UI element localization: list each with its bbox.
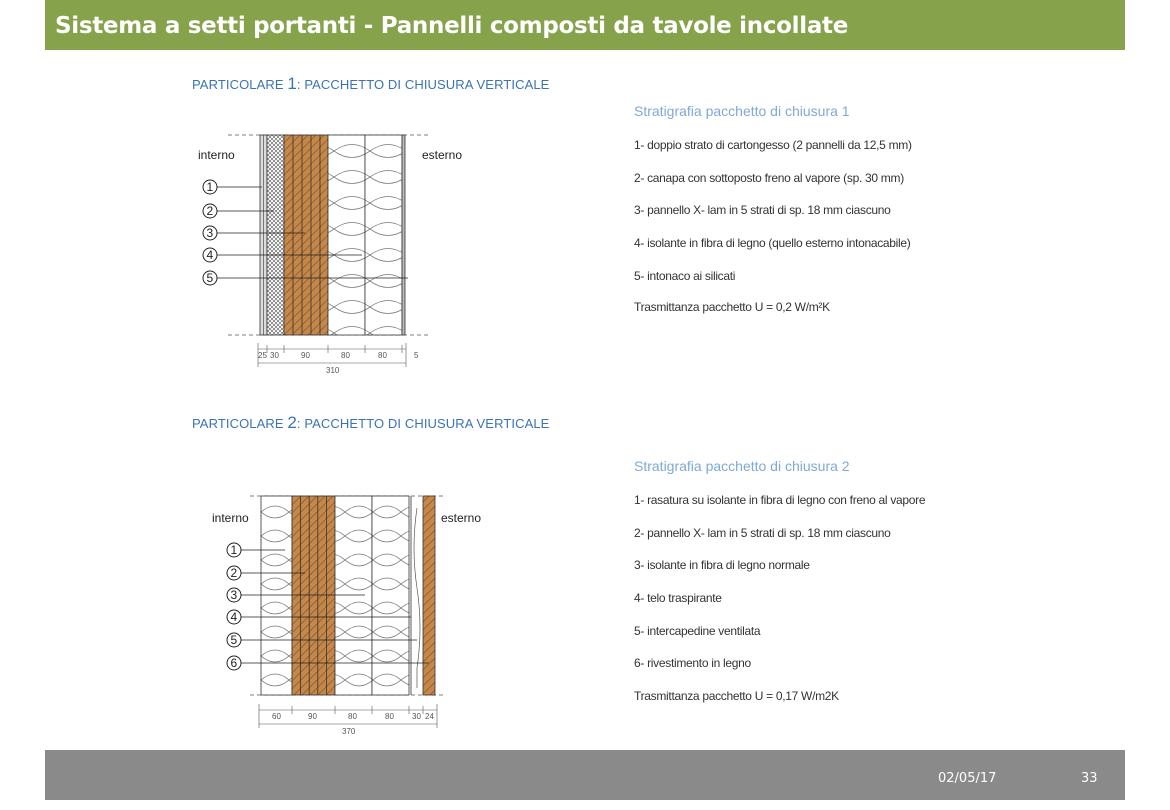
layer-insulation-inner (328, 135, 365, 335)
section-1-title-number: 1 (287, 74, 297, 93)
list-item: 5- intercapedine ventilata (634, 623, 761, 638)
section-1-title (192, 74, 549, 94)
section-2-title-suffix: : PACCHETTO DI CHIUSURA VERTICALE (296, 416, 550, 431)
diagram-1-dim-4: 80 (341, 351, 350, 360)
svg-text:1: 1 (206, 180, 214, 194)
svg-text:5: 5 (230, 633, 238, 647)
layer-plaster (402, 135, 405, 335)
list-item: 1- rasatura su isolante in fibra di legno con freno al vapore (634, 493, 926, 507)
diagram-1-dim-6: 5 (414, 351, 419, 360)
list-item: 2- canapa con sottoposto freno al vapore (sp. 30 mm) (634, 170, 904, 185)
stratigraphy-1-list (634, 138, 912, 301)
section-2-title-number: 2 (287, 413, 297, 432)
svg-text:6: 6 (230, 656, 238, 670)
list-item: 3- isolante in fibra di legno normale (634, 558, 810, 573)
trasmittanza-1: Trasmittanza pacchetto U = 0,2 W/m²K (634, 300, 830, 314)
diagram-1-dim-total: 310 (326, 366, 340, 375)
list-item: 6- rivestimento in legno (634, 656, 751, 671)
list-item: 5- intonaco ai silicati (634, 268, 736, 283)
wall-section-diagram-1 (190, 125, 490, 380)
layer-wood-cladding (423, 496, 435, 695)
stratigraphy-2-title: Stratigrafia pacchetto di chiusura 2 (634, 458, 850, 474)
diagram-2-dim-4: 80 (385, 712, 394, 721)
diagram-1-dim-5: 80 (378, 351, 387, 360)
section-2-title (192, 413, 549, 433)
slide-title: Sistema a setti portanti - Pannelli composti da tavole incollate (45, 0, 1125, 50)
diagram-2-label-esterno: esterno (441, 511, 482, 525)
list-item: 4- telo traspirante (634, 591, 722, 606)
stratigraphy-2-list (634, 493, 925, 689)
section-1-title-prefix: PARTICOLARE (192, 77, 288, 92)
svg-text:5: 5 (206, 271, 214, 285)
layer-insulation-outer (372, 496, 409, 695)
list-item: 4- isolante in fibra di legno (quello esterno intonacabile) (634, 236, 911, 251)
svg-text:2: 2 (206, 204, 214, 218)
stratigraphy-1-title: Stratigrafia pacchetto di chiusura 1 (634, 103, 850, 119)
section-1-title-suffix: : PACCHETTO DI CHIUSURA VERTICALE (296, 77, 550, 92)
slide-footer (45, 750, 1125, 800)
page-number: 33 (1081, 771, 1098, 786)
wall-section-diagram-2 (205, 488, 505, 743)
layer-insulation-outer (365, 135, 402, 335)
diagram-2-dim-2: 90 (308, 712, 317, 721)
diagram-1-label-esterno: esterno (422, 148, 463, 162)
diagram-1-label-interno: interno (198, 148, 235, 162)
svg-text:4: 4 (230, 610, 238, 624)
layer-ventilated-cavity (414, 508, 420, 688)
diagram-1-dim-1: 25 (258, 351, 267, 360)
diagram-1-marker-1 (203, 180, 262, 194)
svg-text:4: 4 (206, 248, 214, 262)
layer-insulation-inner (261, 496, 292, 695)
list-item: 1- doppio strato di cartongesso (2 pannelli da 12,5 mm) (634, 138, 912, 152)
diagram-2-label-interno: interno (212, 511, 249, 525)
diagram-2-dim-total: 370 (342, 727, 356, 736)
layer-hemp (267, 135, 284, 335)
svg-text:2: 2 (230, 566, 238, 580)
diagram-2-dim-3: 80 (348, 712, 357, 721)
diagram-2-dim-5: 30 (412, 712, 421, 721)
footer-date: 02/05/17 (938, 771, 997, 786)
svg-text:3: 3 (206, 226, 214, 240)
svg-text:3: 3 (230, 588, 238, 602)
layer-xlam (284, 135, 328, 335)
diagram-2-dim-6: 24 (425, 712, 434, 721)
layer-xlam (292, 496, 335, 695)
layer-insulation-mid (335, 496, 372, 695)
list-item: 2- pannello X- lam in 5 strati di sp. 18 mm ciascuno (634, 525, 891, 540)
section-2-title-prefix: PARTICOLARE (192, 416, 288, 431)
diagram-1-dim-3: 90 (301, 351, 310, 360)
diagram-1-dim-2: 30 (270, 351, 279, 360)
list-item: 3- pannello X- lam in 5 strati di sp. 18 mm ciascuno (634, 203, 891, 218)
trasmittanza-2: Trasmittanza pacchetto U = 0,17 W/m2K (634, 689, 839, 703)
svg-text:1: 1 (230, 543, 238, 557)
diagram-2-dim-1: 60 (272, 712, 281, 721)
